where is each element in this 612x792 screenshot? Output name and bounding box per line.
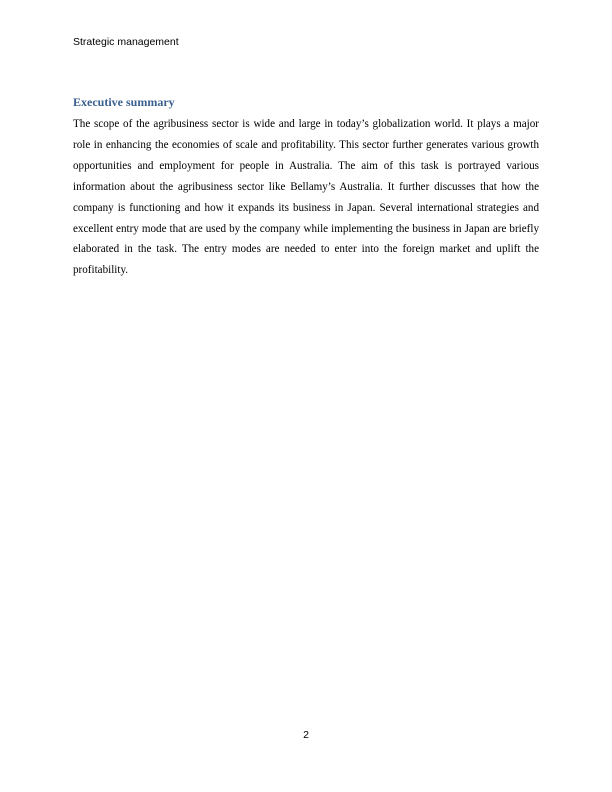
- running-header: Strategic management: [73, 36, 179, 48]
- body-paragraph: The scope of the agribusiness sector is wide and large in today’s globalization world. It plays a major role in enhancing the economies of scale and profitability. This sector further generates various growth opportunities and employment for people in Australia. The aim of this task is portrayed various information about the agribusiness sector like Bellamy’s Australia. It further discusses that how the company is functioning and how it expands its business in Japan. Several international strategies and excellent entry mode that are used by the company while implementing the business in Japan are briefly elaborated in the task. The entry modes are needed to enter into the foreign market and uplift the profitability.: [73, 118, 539, 277]
- page-number: 2: [303, 729, 309, 741]
- section-heading: Executive summary: [73, 95, 175, 109]
